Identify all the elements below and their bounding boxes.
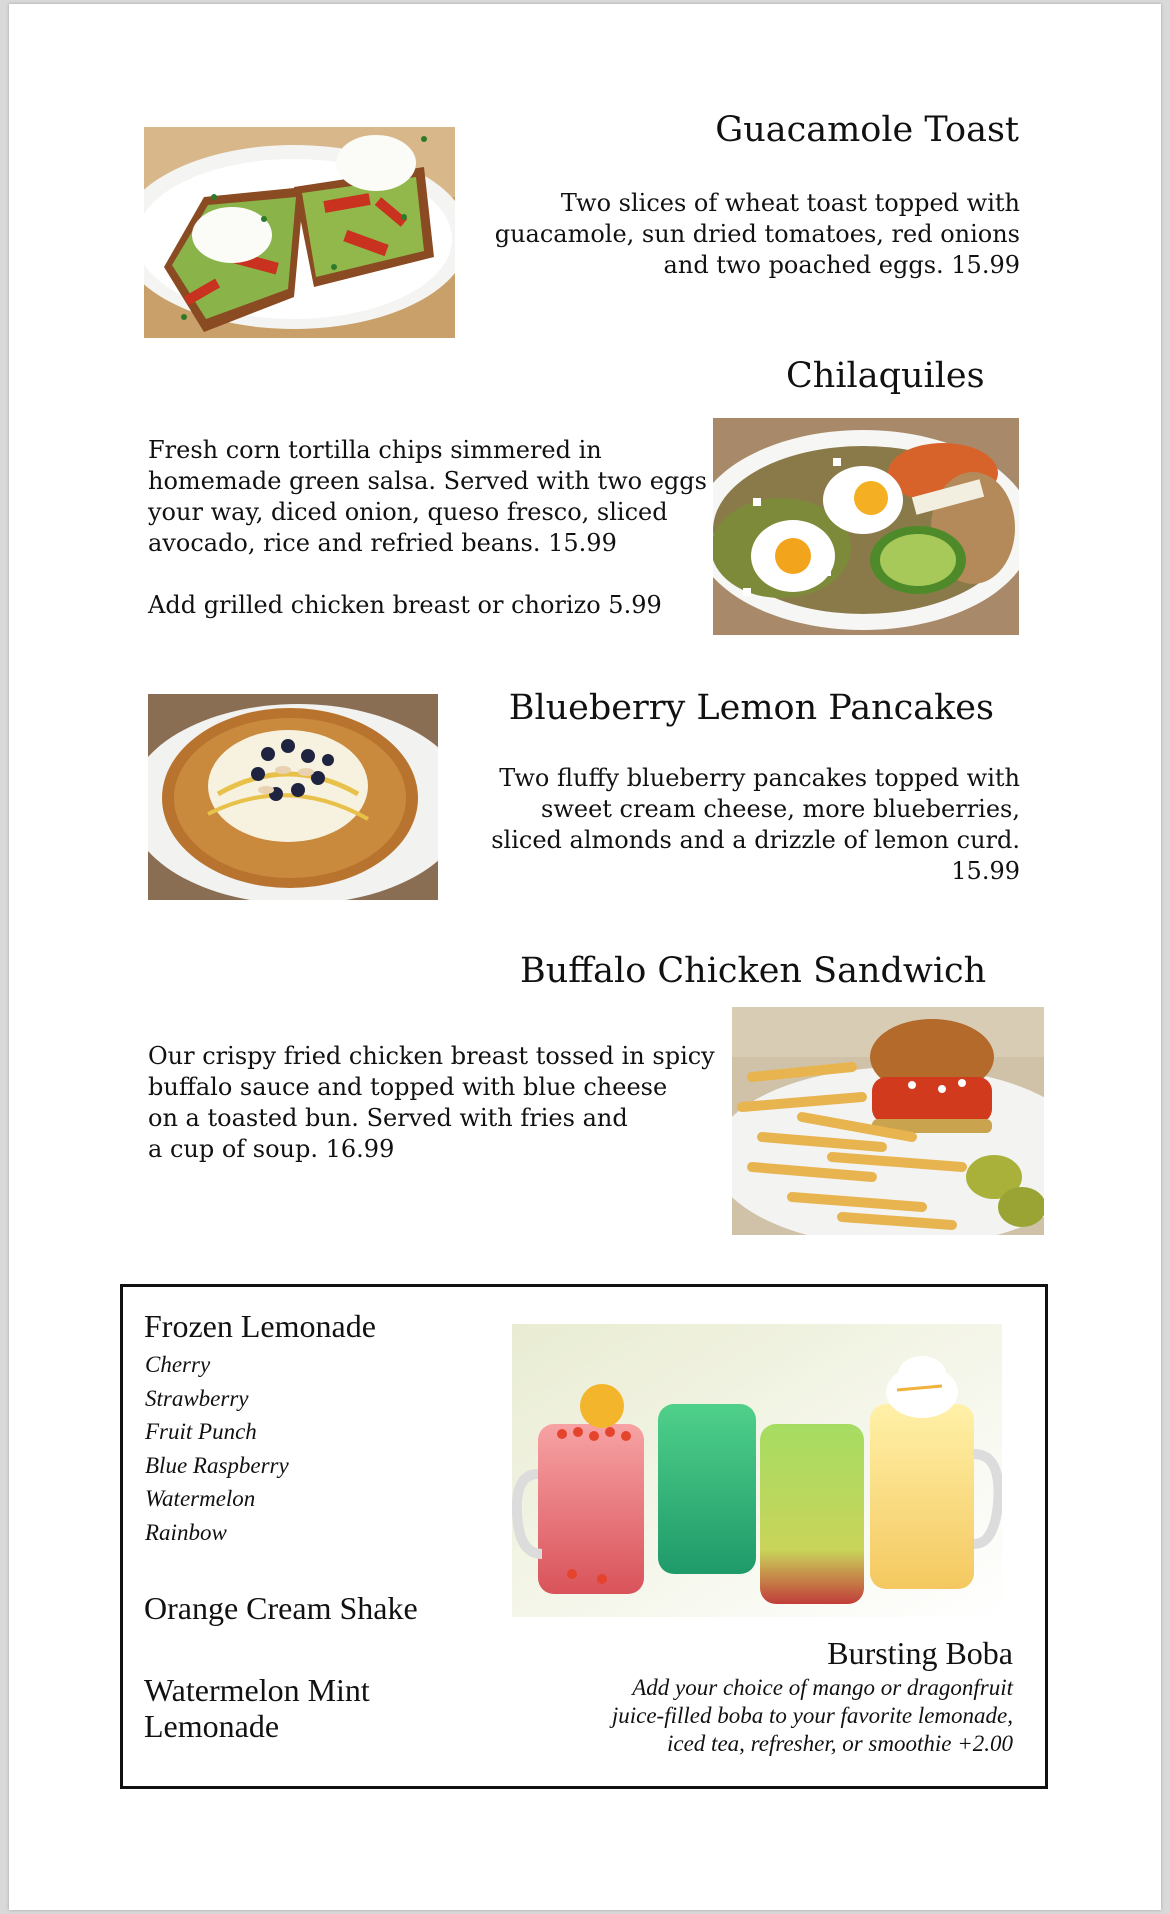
flavor-list — [145, 1348, 289, 1549]
description-line: sweet cream cheese, more blueberries, — [541, 795, 1020, 823]
watermelon-mint-lemonade — [144, 1672, 370, 1744]
flavor-item: Blue Raspberry — [145, 1452, 289, 1478]
flavor-item: Fruit Punch — [145, 1419, 257, 1444]
orange-cream-shake: Orange Cream Shake — [144, 1590, 418, 1626]
description-line: on a toasted bun. Served with fries and — [148, 1104, 628, 1132]
description-line: a cup of soup. 16.99 — [148, 1135, 395, 1163]
dish-title-chilaquiles: Chilaquiles — [786, 356, 985, 396]
drinks-box — [120, 1284, 1048, 1789]
sandwich-photo — [732, 1007, 1044, 1235]
dish-description-blueberry-lemon-pancakes — [479, 763, 1020, 887]
menu-page — [9, 4, 1161, 1910]
bursting-boba-title: Bursting Boba — [827, 1635, 1013, 1671]
flavor-item: Cherry — [145, 1352, 211, 1377]
flavor-item: Watermelon — [145, 1486, 256, 1511]
addon-line: Add grilled chicken breast or chorizo 5.99 — [148, 591, 662, 619]
dish-description-chilaquiles — [148, 435, 708, 621]
description-line: guacamole, sun dried tomatoes, red onions — [494, 220, 1020, 248]
description-line: avocado, rice and refried beans. 15.99 — [148, 529, 617, 557]
description-line: Add your choice of mango or dragonfruit — [632, 1675, 1013, 1700]
description-line: Our crispy fried chicken breast tossed in spicy — [148, 1042, 715, 1070]
description-line: your way, diced onion, queso fresco, sliced — [148, 498, 668, 526]
frozen-drinks-photo — [512, 1324, 1002, 1617]
description-line: sliced almonds and a drizzle of lemon curd. — [491, 826, 1020, 854]
drink-name-line: Watermelon Mint — [144, 1672, 370, 1708]
description-line: juice-filled boba to your favorite lemonade, — [611, 1703, 1013, 1728]
guacamole-toast-photo — [144, 127, 455, 338]
dish-description-buffalo-chicken-sandwich — [148, 1041, 728, 1165]
description-line: Two slices of wheat toast topped with — [560, 189, 1020, 217]
description-line: 15.99 — [951, 857, 1020, 885]
description-line: Two fluffy blueberry pancakes topped with — [499, 764, 1020, 792]
dish-description-guacamole-toast — [429, 188, 1020, 281]
bursting-boba-description — [493, 1674, 1013, 1758]
dish-title-guacamole-toast: Guacamole Toast — [715, 110, 1019, 150]
description-line: Fresh corn tortilla chips simmered in — [148, 436, 602, 464]
dish-title-blueberry-lemon-pancakes: Blueberry Lemon Pancakes — [508, 688, 994, 728]
flavor-item: Strawberry — [145, 1385, 249, 1411]
flavor-item: Rainbow — [145, 1519, 227, 1545]
chilaquiles-photo — [713, 418, 1019, 635]
description-line: iced tea, refresher, or smoothie +2.00 — [667, 1731, 1013, 1756]
description-line: homemade green salsa. Served with two eggs — [148, 467, 707, 495]
drink-name-line: Lemonade — [144, 1708, 280, 1744]
description-line: buffalo sauce and topped with blue cheese — [148, 1073, 668, 1101]
pancakes-photo — [148, 694, 438, 900]
description-line: and two poached eggs. 15.99 — [663, 251, 1020, 279]
frozen-lemonade-title: Frozen Lemonade — [144, 1308, 376, 1344]
dish-title-buffalo-chicken-sandwich: Buffalo Chicken Sandwich — [520, 951, 987, 991]
